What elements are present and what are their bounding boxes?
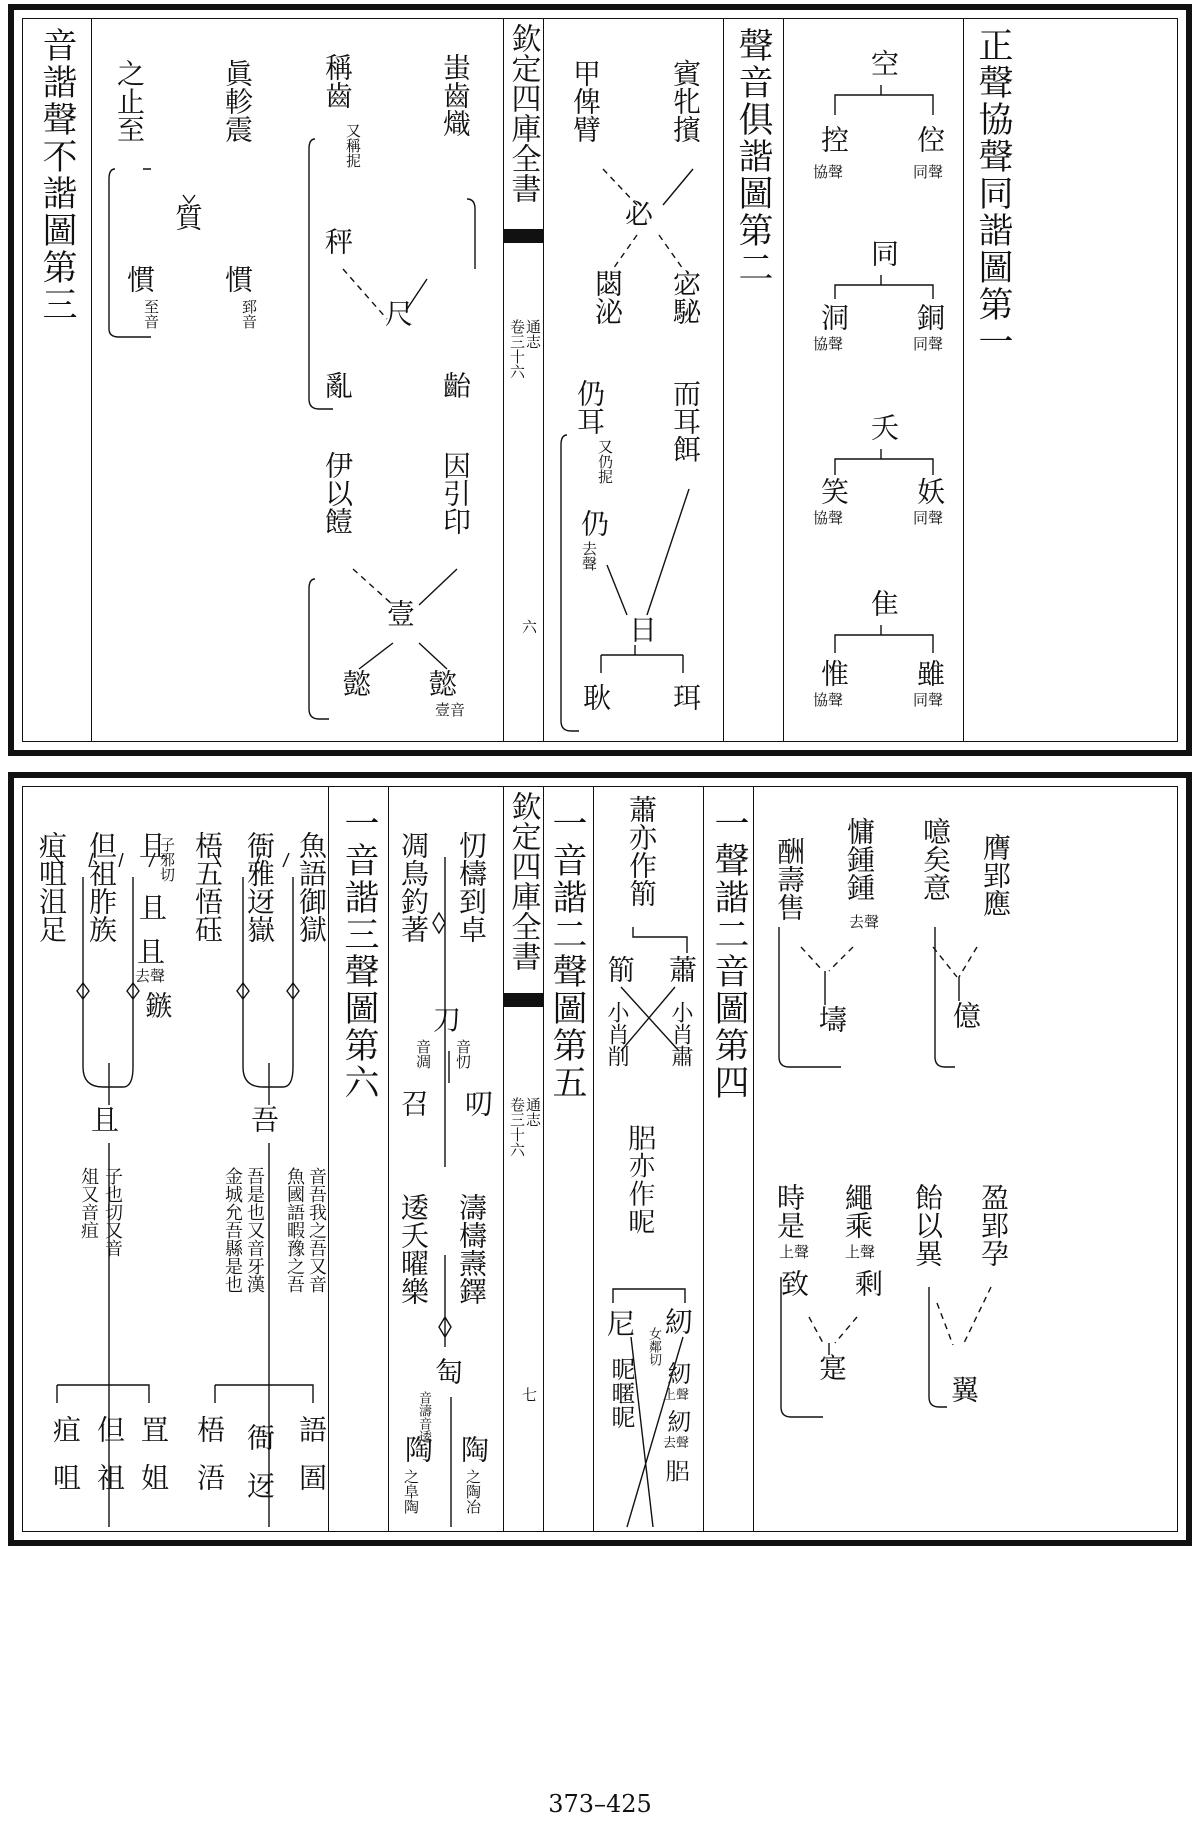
glyph: 迓 <box>243 1471 276 1499</box>
title-chart-4: 一聲諧二音圖第四 <box>709 805 749 1101</box>
spine-leaf-bottom: 七 <box>520 1387 538 1402</box>
glyph-column: 伊以饐 <box>321 451 354 535</box>
title-chart-5: 一音諧二聲圖第五 <box>547 805 587 1101</box>
glyph: 但 <box>93 1415 126 1443</box>
glyph-column: 之止至 <box>113 59 146 143</box>
bottom-page <box>8 772 1192 1546</box>
gloss: 子也切又音 <box>102 1167 123 1257</box>
glyph-column: 仍耳 <box>573 379 606 435</box>
glyph-column: 𦛗亦作昵 <box>625 1123 658 1235</box>
gloss: 子邪切 <box>158 837 176 882</box>
glyph-column: 魚語御獄 <box>295 831 328 943</box>
gloss: 又稱抳 <box>344 123 362 168</box>
glyph: 且 <box>133 937 166 965</box>
glyph-center: 質 <box>171 203 204 231</box>
glyph-column: 繩乘 <box>841 1183 874 1239</box>
title-chart-3: 音諧聲不諧圖第三 <box>37 27 77 323</box>
glyph: 箾 <box>603 955 636 983</box>
gloss: 協聲 <box>813 509 844 527</box>
glyph: 衙 <box>243 1423 276 1451</box>
gloss: 音凋 <box>414 1039 432 1069</box>
glyph: 笑 <box>817 477 850 505</box>
gloss: 金城允吾縣是也 <box>222 1167 243 1293</box>
glyph: 仍 <box>577 509 610 537</box>
spine-volume-bottom: 卷三十六 <box>508 1097 526 1157</box>
glyph-column: 蕭亦作箾 <box>625 795 658 907</box>
spine-title-bottom: 欽定四庫全書 <box>505 791 541 971</box>
gloss: 上聲 <box>663 1388 690 1403</box>
glyph-column: 甲俾臂 <box>569 59 602 143</box>
glyph-column: 閟泌 <box>591 269 624 325</box>
glyph-center: 壔 <box>815 1005 848 1033</box>
glyph: 倥 <box>913 125 946 153</box>
glyph: 召 <box>397 1089 430 1117</box>
gloss: 音濤音逶 <box>416 1391 431 1443</box>
glyph: 慣 <box>123 265 156 293</box>
glyph: 紉 <box>663 1361 691 1385</box>
gloss: 小肖削 <box>604 1001 629 1067</box>
glyph-column: 而耳餌 <box>669 379 702 463</box>
gloss: 同聲 <box>913 509 944 527</box>
glyph: 梧 <box>193 1415 226 1443</box>
glyph: 剩 <box>851 1269 884 1297</box>
gloss: 小肖肅 <box>668 1001 693 1067</box>
glyph-center: 寔 <box>815 1353 848 1381</box>
glyph-column: 衙雅迓嶽 <box>243 831 276 943</box>
title-chart-6: 一音諧三聲圖第六 <box>339 805 379 1101</box>
glyph: 懿 <box>339 669 372 697</box>
glyph: 鏃 <box>141 991 174 1019</box>
glyph-center: 夭 <box>867 413 900 441</box>
glyph-center: 空 <box>867 49 900 77</box>
gloss: 吾是也又音牙漢 <box>244 1167 265 1293</box>
glyph-column: 凋鳥釣著 <box>397 831 430 943</box>
gloss: 同聲 <box>913 335 944 353</box>
glyph: 疽 <box>49 1415 82 1443</box>
gloss: 俎又音疽 <box>78 1167 99 1239</box>
glyph: 姐 <box>137 1463 170 1491</box>
glyph-center: 翼 <box>947 1375 980 1403</box>
glyph: 陶 <box>457 1435 490 1463</box>
spine-leaf-top: 六 <box>520 619 538 634</box>
glyph: 陶 <box>401 1435 434 1463</box>
glyph-center: 億 <box>949 1001 982 1029</box>
glyph: 圄 <box>295 1463 328 1491</box>
top-page-frame <box>22 18 1178 742</box>
glyph: 咀 <box>49 1463 82 1491</box>
gloss: 協聲 <box>813 163 844 181</box>
gloss: 女鄰切 <box>646 1327 661 1366</box>
glyph: 且 <box>135 893 168 921</box>
glyph: 浯 <box>193 1463 226 1491</box>
glyph: 秤 <box>321 227 354 255</box>
spine-source-top: 通志 <box>524 319 542 349</box>
gloss: 壹音 <box>435 701 466 719</box>
glyph: 控 <box>817 125 850 153</box>
gloss: 郅音 <box>240 299 258 329</box>
gloss: 同聲 <box>913 163 944 181</box>
top-page <box>8 4 1192 756</box>
gloss: 又仍抳 <box>596 439 614 484</box>
glyph-column: 飴以異 <box>911 1183 944 1267</box>
glyph-center: 日 <box>625 615 658 643</box>
glyph-column: 慵鍾鍾 <box>843 817 876 901</box>
glyph-center: 隹 <box>867 589 900 617</box>
gloss: 去聲 <box>663 1436 690 1451</box>
spine-title-top: 欽定四庫全書 <box>505 23 541 203</box>
gloss: 上聲 <box>845 1243 876 1261</box>
title-chart-1: 正聲協聲同諧圖第一 <box>973 27 1013 360</box>
glyph: 蕭 <box>665 955 698 983</box>
glyph-center: 匋 <box>431 1357 464 1385</box>
gloss: 同聲 <box>913 691 944 709</box>
glyph-center: 同 <box>867 239 900 267</box>
gloss: 至音 <box>142 299 160 329</box>
glyph: 祖 <box>93 1463 126 1491</box>
glyph-center: 必 <box>621 199 654 227</box>
glyph: 懿 <box>425 669 458 697</box>
glyph: 尼 <box>603 1309 636 1337</box>
glyph-center: 壹 <box>383 599 416 627</box>
glyph-column: 時是 <box>773 1183 806 1239</box>
gloss: 上聲 <box>779 1243 810 1261</box>
spine-volume-top: 卷三十六 <box>508 319 526 379</box>
glyph-column: 賓牝擯 <box>669 59 702 143</box>
glyph-column: 稱齒 <box>321 53 354 109</box>
gloss: 去聲 <box>580 541 598 571</box>
glyph: 珥 <box>669 683 702 711</box>
glyph: 銅 <box>913 303 946 331</box>
glyph-column: 宓駜 <box>669 269 702 325</box>
glyph-column: 濤檮燾鐸 <box>455 1193 488 1305</box>
glyph: 紉 <box>661 1307 694 1335</box>
gloss: 音忉 <box>454 1039 472 1069</box>
glyph: 亂 <box>321 371 354 399</box>
glyph-center: 吾 <box>247 1105 280 1133</box>
glyph: 罝 <box>137 1415 170 1443</box>
glyph: 雖 <box>913 659 946 687</box>
glyph-column: 忉檮到卓 <box>455 831 488 943</box>
glyph-column: 梧五悟砡 <box>191 831 224 943</box>
glyph: 耿 <box>579 683 612 711</box>
spine-fish-tail-bottom <box>503 993 543 1007</box>
spine-source-bottom: 通志 <box>524 1097 542 1127</box>
gloss: 之陶冶 <box>464 1469 482 1514</box>
glyph: 語 <box>295 1415 328 1443</box>
glyph-column: 逶夭曜樂 <box>397 1193 430 1305</box>
glyph-center: 尺 <box>381 299 414 327</box>
glyph-column: 膺郢應 <box>979 833 1012 917</box>
gloss: 音吾我之吾又音 <box>306 1167 327 1293</box>
gloss: 去聲 <box>849 913 880 931</box>
gloss: 去聲 <box>135 967 166 985</box>
glyph-column: 盈郢孕 <box>977 1183 1010 1267</box>
glyph-column: 昵暱昵 <box>607 1357 635 1429</box>
gloss: 魚國語暇豫之吾 <box>284 1167 305 1293</box>
glyph-column: 疽咀沮足 <box>35 831 68 943</box>
glyph: 洞 <box>817 303 850 331</box>
glyph-center: 且 <box>87 1105 120 1133</box>
glyph: 且 <box>135 831 168 859</box>
glyph-column: 因引印 <box>439 451 472 535</box>
glyph-column: 蚩齒熾 <box>439 53 472 137</box>
glyph-column: 眞軫震 <box>221 59 254 143</box>
glyph: 𦛗 <box>663 1459 691 1483</box>
glyph-column: 噫矣意 <box>919 817 952 901</box>
glyph-center: 刀 <box>429 1005 462 1033</box>
glyph: 妖 <box>913 477 946 505</box>
glyph: 致 <box>777 1269 810 1297</box>
bottom-page-frame <box>22 786 1178 1532</box>
page-number: 373–425 <box>548 1790 652 1818</box>
glyph: 紉 <box>663 1409 691 1433</box>
glyph: 齝 <box>439 371 472 399</box>
title-chart-2: 聲音俱諧圖第二 <box>733 27 773 286</box>
glyph-column: 酬壽售 <box>773 837 806 921</box>
glyph: 惟 <box>817 659 850 687</box>
gloss: 協聲 <box>813 691 844 709</box>
gloss: 之阜陶 <box>402 1469 420 1514</box>
glyph-column: 但祖胙族 <box>85 831 118 943</box>
glyph: 叨 <box>461 1089 494 1117</box>
glyph: 慣 <box>221 265 254 293</box>
spine-fish-tail-top <box>503 229 543 243</box>
gloss: 協聲 <box>813 335 844 353</box>
